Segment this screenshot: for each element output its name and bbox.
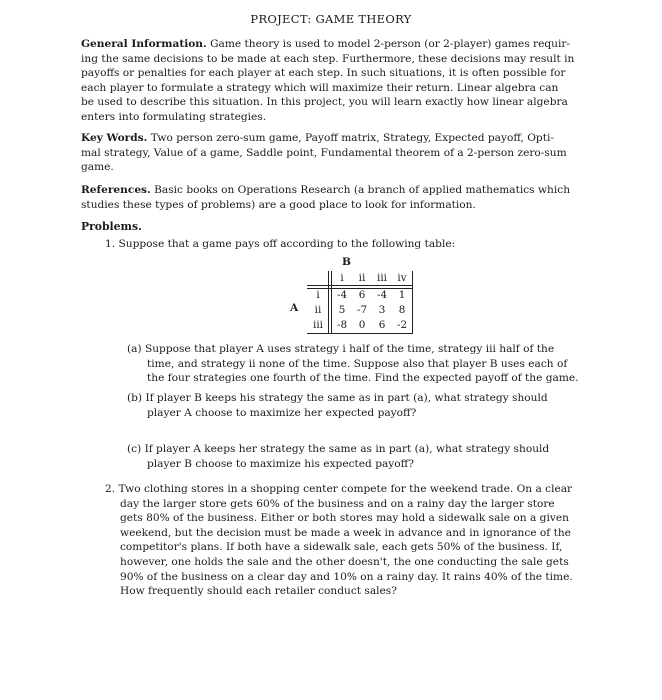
column-player-label: B xyxy=(342,256,351,268)
problem-2-line: competitor's plans. If both have a sidewalk sale, each gets 50% of the business. If, xyxy=(120,541,563,554)
page-title: PROJECT: GAME THEORY xyxy=(250,12,412,26)
references-paragraph xyxy=(81,183,581,212)
table-cell: 0 xyxy=(358,319,366,331)
problem-1-text: Suppose that a game pays off according to the following table: xyxy=(118,238,456,250)
problem-2-line: however, one holds the sale and the other doesn't, the one conducting the sale gets xyxy=(120,555,569,568)
row-label: i xyxy=(316,289,320,301)
row-player-label: A xyxy=(290,302,299,314)
general-information-paragraph xyxy=(81,37,581,125)
part-label: (c) xyxy=(127,443,142,455)
table-cell: 5 xyxy=(338,304,346,316)
table-cell: -4 xyxy=(376,289,388,301)
table-cell: -8 xyxy=(336,319,348,331)
general-line: payoffs or penalties for each player at each step. In such situations, it is often possible for xyxy=(81,67,566,80)
problem-2-line: gets 80% of the business. Either or both stores may hold a sidewalk sale on a given xyxy=(120,512,569,525)
payoff-table xyxy=(307,271,413,334)
column-header: ii xyxy=(358,272,366,284)
part-line: If player B keeps his strategy the same as in part (a), what strategy should xyxy=(145,392,548,404)
problem-1 xyxy=(105,237,585,252)
references-line: studies these types of problems) are a good place to look for information. xyxy=(81,198,476,211)
table-cell: -2 xyxy=(396,319,408,331)
problem-1-part-c xyxy=(127,442,583,471)
table-cell: 8 xyxy=(398,304,406,316)
general-line: each player to formulate a strategy which will maximize their return. Linear algebra can xyxy=(81,81,559,94)
problem-2-line: How frequently should each retailer conduct sales? xyxy=(120,585,397,598)
problem-2-line: day the larger store gets 60% of the business and on a rainy day the larger store xyxy=(120,497,555,510)
part-line: player A choose to maximize her expected payoff? xyxy=(147,406,417,419)
general-line: be used to describe this situation. In this project, you will learn exactly how linear algebra xyxy=(81,96,568,109)
references-heading: References. xyxy=(81,184,151,196)
general-line: enters into formulating strategies. xyxy=(81,110,267,123)
problem-1-part-a xyxy=(127,342,583,386)
problem-1-part-b xyxy=(127,391,583,420)
general-information-heading: General Information. xyxy=(81,38,207,50)
general-line: ing the same decisions to be made at each step. Furthermore, these decisions may result in xyxy=(81,52,575,65)
general-line: Game theory is used to model 2-person (or 2-player) games requir- xyxy=(210,38,570,50)
key-words-line: game. xyxy=(81,161,114,174)
table-cell: -7 xyxy=(356,304,368,316)
problem-2-number: 2. xyxy=(105,483,116,495)
table-cell: 6 xyxy=(358,289,366,301)
row-label: ii xyxy=(314,304,322,316)
table-cell: -4 xyxy=(336,289,348,301)
part-line: Suppose that player A uses strategy i half of the time, strategy iii half of the xyxy=(144,343,555,355)
problem-2-line: Two clothing stores in a shopping center compete for the weekend trade. On a clear xyxy=(118,483,573,495)
table-cell: 1 xyxy=(398,289,406,301)
part-line: If player A keeps her strategy the same as in part (a), what strategy should xyxy=(144,443,550,455)
key-words-line: Two person zero-sum game, Payoff matrix, Strategy, Expected payoff, Opti- xyxy=(150,132,554,144)
key-words-paragraph xyxy=(81,131,581,175)
column-header: i xyxy=(340,272,344,284)
row-label: iii xyxy=(313,319,323,331)
problem-2 xyxy=(105,482,583,599)
key-words-line: mal strategy, Value of a game, Saddle point, Fundamental theorem of a 2-person zero-sum xyxy=(81,146,567,159)
table-cell: 3 xyxy=(378,304,386,316)
problems-heading: Problems. xyxy=(81,220,142,233)
table-cell: 6 xyxy=(378,319,386,331)
part-line: player B choose to maximize his expected payoff? xyxy=(147,457,414,470)
problem-2-line: weekend, but the decision must be made a week in advance and in ignorance of the xyxy=(120,526,571,539)
column-header: iv xyxy=(397,272,407,284)
column-header: iii xyxy=(377,272,387,284)
references-line: Basic books on Operations Research (a branch of applied mathematics which xyxy=(154,184,571,196)
part-label: (a) xyxy=(127,343,142,355)
problem-2-line: 90% of the business on a clear day and 10% on a rainy day. It rains 40% of the time. xyxy=(120,570,573,583)
part-line: the four strategies one fourth of the time. Find the expected payoff of the game. xyxy=(147,372,579,385)
part-label: (b) xyxy=(127,392,143,404)
part-line: time, and strategy ii none of the time. Suppose also that player B uses each of xyxy=(147,357,568,370)
key-words-heading: Key Words. xyxy=(81,132,148,144)
problem-1-number: 1. xyxy=(105,238,116,250)
